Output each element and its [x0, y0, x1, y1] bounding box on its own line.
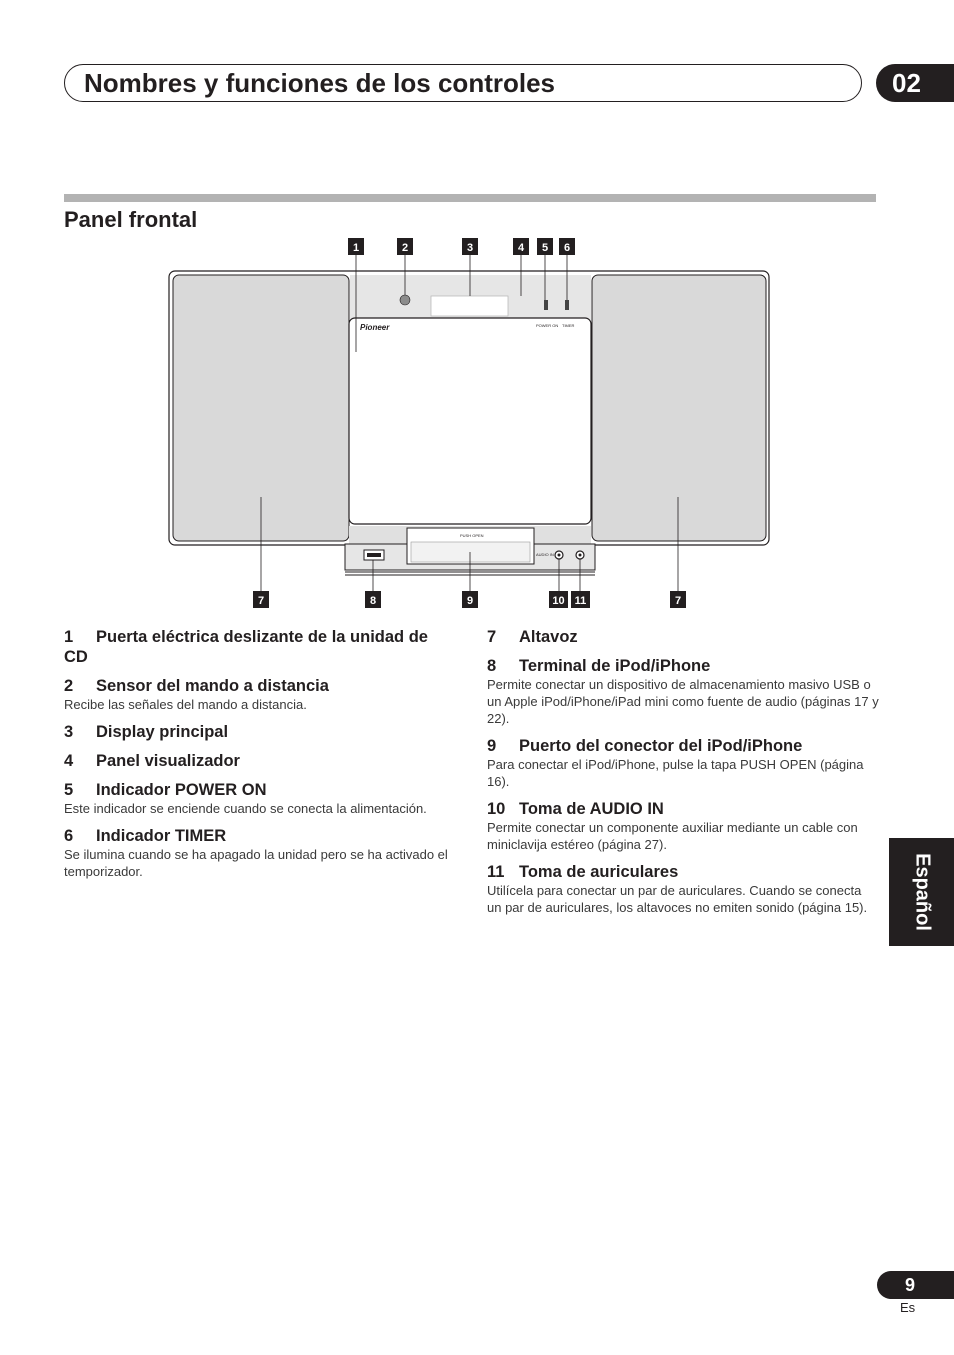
- main-display: [431, 296, 508, 316]
- timer-label: TIMER: [562, 323, 575, 328]
- item-desc: Permite conectar un dispositivo de almacenamiento masivo USB o un Apple iPod/iPhone/iPad mini como fuente de audio (páginas 17 y 22).: [487, 677, 879, 726]
- item-4: 4 Panel visualizador: [64, 752, 240, 770]
- item-title: Display principal: [96, 723, 229, 741]
- svg-text:7: 7: [257, 595, 265, 607]
- power-on-label: POWER ON: [536, 323, 559, 328]
- item-1: 1 Puerta eléctrica deslizante de la unidad de CD: [64, 628, 428, 666]
- item-title: Puerta eléctrica deslizante de la unidad de CD: [64, 628, 428, 666]
- callout-10: [549, 591, 568, 608]
- cd-door: [349, 318, 591, 524]
- front-panel-diagram: [0, 0, 954, 620]
- callout-5: [537, 238, 553, 255]
- item-title: Toma de auriculares: [519, 863, 679, 881]
- svg-text:6: 6: [563, 242, 571, 254]
- item-desc: Este indicador se enciende cuando se conecta la alimentación.: [64, 801, 427, 816]
- svg-text:4: 4: [517, 242, 525, 254]
- svg-text:5: 5: [541, 242, 549, 254]
- audio-in-label: AUDIO IN: [536, 552, 554, 557]
- page-title: Nombres y funciones de los controles: [84, 68, 555, 98]
- item-2: 2 Sensor del mando a distancia Recibe las señales del mando a distancia.: [64, 676, 456, 713]
- chapter-badge: 02: [876, 64, 954, 102]
- callout-11: [571, 591, 590, 608]
- items-right-column: [487, 627, 879, 925]
- callout-7-left: [253, 591, 269, 608]
- page-number: 9: [877, 1271, 954, 1299]
- item-8: 8 Terminal de iPod/iPhone Permite conectar un dispositivo de almacenamiento masivo USB o un Apple iPod/iPhone/iPad mini como fuente de audio (páginas 17 y 22).: [487, 657, 879, 726]
- callout-1: [348, 238, 364, 255]
- item-desc: Recibe las señales del mando a distancia.: [64, 697, 307, 712]
- svg-text:1: 1: [352, 242, 360, 254]
- items-left-column: [64, 627, 456, 889]
- callout-7-right: [670, 591, 686, 608]
- callout-2: [397, 238, 413, 255]
- section-title: Panel frontal: [64, 207, 198, 232]
- svg-text:8: 8: [369, 595, 377, 607]
- svg-text:10: 10: [552, 595, 565, 607]
- item-desc: Permite conectar un componente auxiliar mediante un cable con miniclavija estéreo (página 27).: [487, 820, 858, 852]
- item-10: 10 Toma de AUDIO IN Permite conectar un componente auxiliar mediante un cable con miniclavija estéreo (página 27).: [487, 799, 879, 853]
- item-desc: Para conectar el iPod/iPhone, pulse la tapa PUSH OPEN (página 16).: [487, 757, 864, 789]
- svg-text:2: 2: [401, 242, 409, 254]
- item-6: 6 Indicador TIMER Se ilumina cuando se ha apagado la unidad pero se ha activado el temporizador.: [64, 826, 456, 880]
- item-title: Indicador TIMER: [96, 827, 227, 845]
- callout-8: [365, 591, 381, 608]
- callout-3: [462, 238, 478, 255]
- push-open-label: PUSH OPEN: [460, 533, 484, 538]
- item-7: 7 Altavoz: [487, 628, 578, 646]
- item-5: 5 Indicador POWER ON Este indicador se enciende cuando se conecta la alimentación.: [64, 780, 456, 817]
- svg-text:9: 9: [466, 595, 474, 607]
- remote-sensor: [400, 295, 410, 305]
- item-desc: Se ilumina cuando se ha apagado la unidad pero se ha activado el temporizador.: [64, 847, 448, 879]
- item-title: Altavoz: [519, 628, 578, 646]
- item-11: 11 Toma de auriculares Utilícela para conectar un par de auriculares. Cuando se conecta un par de auriculares, los altavoces no emiten sonido (página 15).: [487, 862, 879, 916]
- svg-text:7: 7: [674, 595, 682, 607]
- item-title: Toma de AUDIO IN: [519, 800, 664, 818]
- brand-logo: Pioneer: [360, 323, 390, 332]
- item-title: Puerto del conector del iPod/iPhone: [519, 737, 803, 755]
- item-title: Indicador POWER ON: [96, 781, 267, 799]
- item-9: 9 Puerto del conector del iPod/iPhone Para conectar el iPod/iPhone, pulse la tapa PUSH OPEN (página 16).: [487, 736, 879, 790]
- svg-text:11: 11: [574, 595, 587, 607]
- item-desc: Utilícela para conectar un par de auriculares. Cuando se conecta un par de auriculares, los altavoces no emiten sonido (página 15).: [487, 883, 868, 915]
- item-title: Panel visualizador: [96, 752, 240, 770]
- item-3: 3 Display principal: [64, 723, 229, 741]
- item-title: Terminal de iPod/iPhone: [519, 657, 711, 675]
- right-speaker: [592, 275, 766, 541]
- callout-4: [513, 238, 529, 255]
- page-language-code: Es: [900, 1300, 916, 1315]
- item-title: Sensor del mando a distancia: [96, 677, 329, 695]
- language-tab: Español: [889, 838, 954, 946]
- svg-text:3: 3: [466, 242, 474, 254]
- callout-6: [559, 238, 575, 255]
- callout-9: [462, 591, 478, 608]
